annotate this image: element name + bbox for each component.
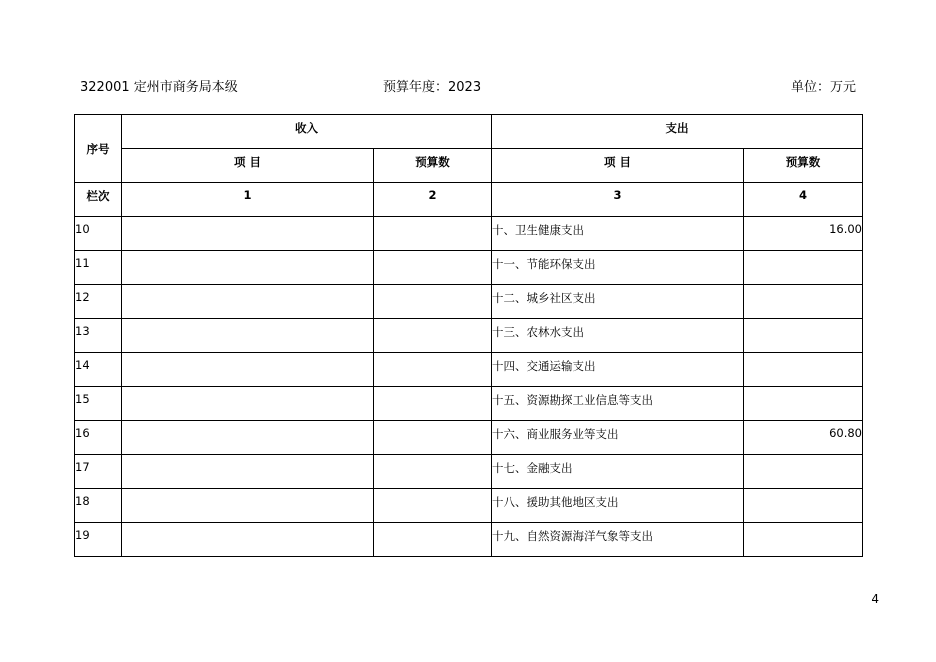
row-expense-item: 十五、资源勘探工业信息等支出 bbox=[492, 387, 744, 421]
row-income-item bbox=[122, 251, 374, 285]
table-row bbox=[75, 387, 863, 421]
row-expense-item: 十八、援助其他地区支出 bbox=[492, 489, 744, 523]
row-seq: 10 bbox=[75, 217, 122, 251]
header-index-1: 1 bbox=[122, 183, 374, 217]
header-expense-amount: 预算数 bbox=[744, 149, 863, 183]
row-income-amount bbox=[374, 523, 492, 557]
row-expense-amount: 60.80 bbox=[744, 421, 863, 455]
row-seq: 19 bbox=[75, 523, 122, 557]
header-index-label: 栏次 bbox=[75, 183, 122, 217]
row-expense-item: 十六、商业服务业等支出 bbox=[492, 421, 744, 455]
row-income-item bbox=[122, 523, 374, 557]
header-expense-item: 项 目 bbox=[492, 149, 744, 183]
row-seq: 13 bbox=[75, 319, 122, 353]
header-index-2: 2 bbox=[374, 183, 492, 217]
row-income-item bbox=[122, 489, 374, 523]
header-expense: 支出 bbox=[492, 115, 863, 149]
header-seq: 序号 bbox=[75, 115, 122, 183]
row-seq: 12 bbox=[75, 285, 122, 319]
row-expense-item: 十四、交通运输支出 bbox=[492, 353, 744, 387]
row-expense-item: 十九、自然资源海洋气象等支出 bbox=[492, 523, 744, 557]
row-income-amount bbox=[374, 285, 492, 319]
row-seq: 11 bbox=[75, 251, 122, 285]
row-income-amount bbox=[374, 353, 492, 387]
table-row bbox=[75, 319, 863, 353]
row-income-amount bbox=[374, 421, 492, 455]
row-income-item bbox=[122, 387, 374, 421]
row-income-item bbox=[122, 421, 374, 455]
table-body bbox=[75, 217, 863, 557]
row-income-amount bbox=[374, 455, 492, 489]
header-row-columns bbox=[75, 149, 863, 183]
header-index-4: 4 bbox=[744, 183, 863, 217]
header-income: 收入 bbox=[122, 115, 492, 149]
row-expense-amount bbox=[744, 285, 863, 319]
budget-year: 预算年度：2023 bbox=[383, 80, 482, 95]
row-seq: 14 bbox=[75, 353, 122, 387]
header-row-group bbox=[75, 115, 863, 149]
row-seq: 18 bbox=[75, 489, 122, 523]
table-row bbox=[75, 251, 863, 285]
table-row bbox=[75, 455, 863, 489]
header-index-3: 3 bbox=[492, 183, 744, 217]
row-expense-item: 十七、金融支出 bbox=[492, 455, 744, 489]
table-row bbox=[75, 353, 863, 387]
row-seq: 15 bbox=[75, 387, 122, 421]
page-number: 4 bbox=[871, 592, 879, 606]
row-seq: 16 bbox=[75, 421, 122, 455]
header-row-index bbox=[75, 183, 863, 217]
row-income-amount bbox=[374, 217, 492, 251]
row-expense-item: 十二、城乡社区支出 bbox=[492, 285, 744, 319]
row-expense-amount bbox=[744, 353, 863, 387]
row-income-item bbox=[122, 353, 374, 387]
table-row bbox=[75, 523, 863, 557]
row-expense-amount bbox=[744, 251, 863, 285]
row-income-item bbox=[122, 285, 374, 319]
row-income-item bbox=[122, 319, 374, 353]
row-seq: 17 bbox=[75, 455, 122, 489]
header-income-amount: 预算数 bbox=[374, 149, 492, 183]
unit-label: 单位：万元 bbox=[790, 80, 856, 95]
header-income-item: 项 目 bbox=[122, 149, 374, 183]
table-row bbox=[75, 489, 863, 523]
row-income-amount bbox=[374, 251, 492, 285]
row-income-item bbox=[122, 455, 374, 489]
unit-code-name: 322001 定州市商务局本级 bbox=[80, 80, 238, 95]
row-expense-item: 十一、节能环保支出 bbox=[492, 251, 744, 285]
budget-table bbox=[74, 114, 863, 557]
row-expense-amount: 16.00 bbox=[744, 217, 863, 251]
row-income-item bbox=[122, 217, 374, 251]
row-income-amount bbox=[374, 319, 492, 353]
row-expense-item: 十、卫生健康支出 bbox=[492, 217, 744, 251]
table-row bbox=[75, 421, 863, 455]
row-expense-item: 十三、农林水支出 bbox=[492, 319, 744, 353]
row-expense-amount bbox=[744, 523, 863, 557]
row-expense-amount bbox=[744, 319, 863, 353]
row-income-amount bbox=[374, 387, 492, 421]
row-expense-amount bbox=[744, 455, 863, 489]
row-income-amount bbox=[374, 489, 492, 523]
row-expense-amount bbox=[744, 387, 863, 421]
table-row bbox=[75, 285, 863, 319]
row-expense-amount bbox=[744, 489, 863, 523]
table-row bbox=[75, 217, 863, 251]
